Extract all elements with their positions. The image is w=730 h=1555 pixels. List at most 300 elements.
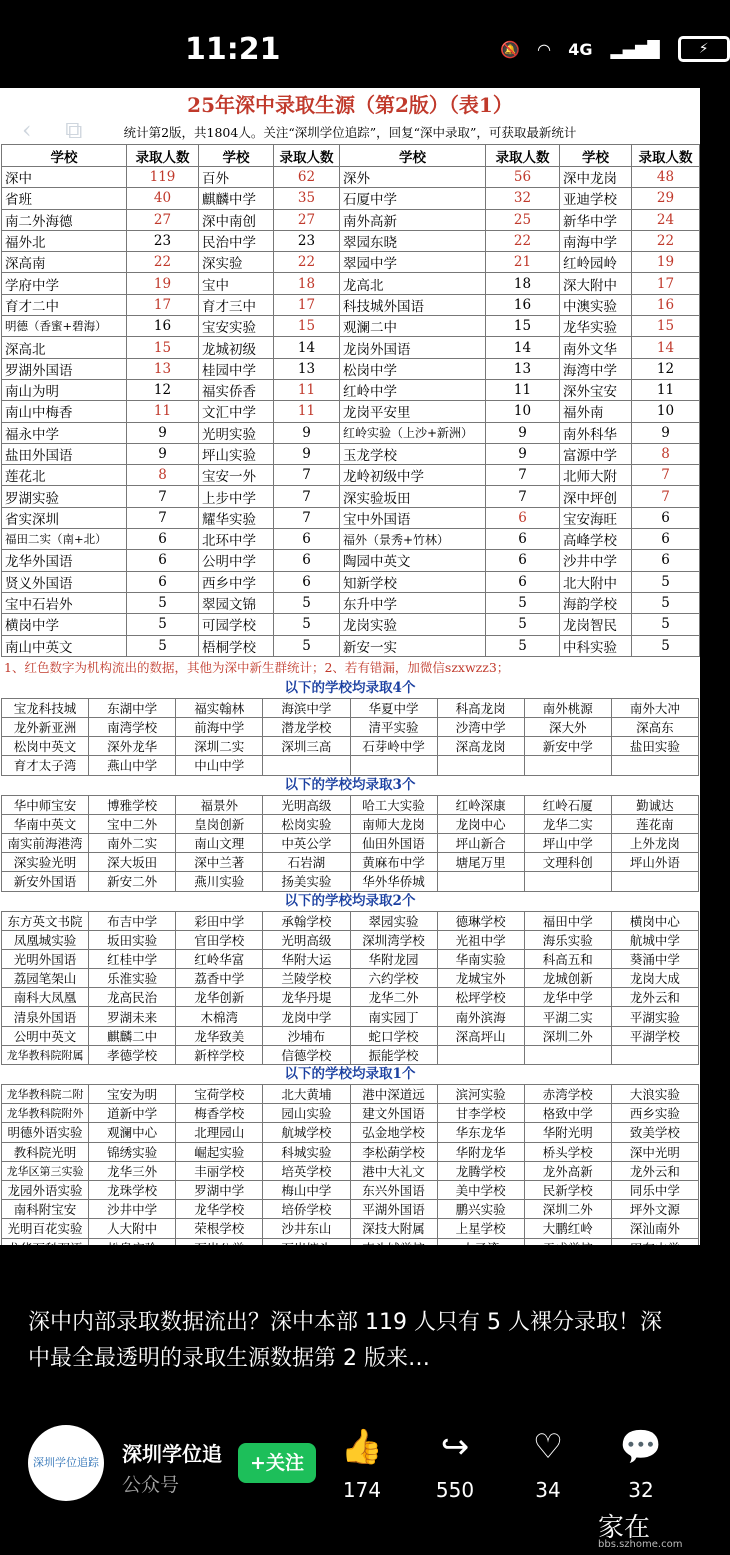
school-cell: 南山文理 bbox=[176, 833, 263, 852]
school-cell: 龙华二外 bbox=[350, 988, 437, 1007]
column-header: 学校 bbox=[340, 145, 486, 167]
school-name: 北师大附 bbox=[560, 465, 632, 486]
school-cell: 松岗实验 bbox=[263, 814, 350, 833]
school-grid bbox=[1, 911, 699, 1066]
school-cell: 福景外 bbox=[176, 795, 263, 814]
school-cell: 海滨中学 bbox=[263, 698, 350, 717]
school-cell: 南科附宝安 bbox=[2, 1200, 89, 1219]
admit-count: 17 bbox=[127, 294, 199, 315]
table-row bbox=[2, 592, 700, 613]
school-cell: 光祖中学 bbox=[437, 930, 524, 949]
school-cell: 彩田中学 bbox=[176, 911, 263, 930]
table-row bbox=[2, 337, 700, 358]
school-cell: 蛇口学校 bbox=[350, 1026, 437, 1045]
grid-row bbox=[2, 969, 699, 988]
share-count: 550 bbox=[435, 1478, 475, 1502]
doc-title: 25年深中录取生源（第2版）（表1） bbox=[187, 93, 513, 117]
school-cell: 莲花南 bbox=[611, 814, 698, 833]
school-name: 陶园中英文 bbox=[340, 550, 486, 571]
school-cell: 新梓学校 bbox=[176, 1045, 263, 1064]
admit-count: 5 bbox=[127, 592, 199, 613]
column-header: 录取人数 bbox=[632, 145, 700, 167]
school-cell: 龙华学校 bbox=[176, 1200, 263, 1219]
school-cell: 宝荷学校 bbox=[176, 1085, 263, 1104]
school-name: 南山为明 bbox=[2, 379, 127, 400]
avatar[interactable]: 深圳学位追踪 bbox=[28, 1425, 104, 1501]
school-cell: 盐田实验 bbox=[611, 737, 698, 756]
school-cell: 建文外国语 bbox=[350, 1104, 437, 1123]
admit-count: 5 bbox=[632, 614, 700, 635]
school-name: 福外（景秀+竹林） bbox=[340, 529, 486, 550]
school-cell: 滨河实验 bbox=[437, 1085, 524, 1104]
school-cell: 光明高级 bbox=[263, 930, 350, 949]
school-cell: 龙岗大成 bbox=[611, 969, 698, 988]
school-cell: 坪山新合 bbox=[437, 833, 524, 852]
table-row bbox=[2, 167, 700, 188]
crop-icon[interactable]: ⧉ bbox=[65, 116, 83, 144]
admit-count: 9 bbox=[486, 422, 560, 443]
admit-count: 18 bbox=[486, 273, 560, 294]
school-cell: 平湖外国语 bbox=[350, 1200, 437, 1219]
admit-count: 7 bbox=[632, 465, 700, 486]
admit-count: 23 bbox=[127, 230, 199, 251]
table-row bbox=[2, 635, 700, 656]
school-grid bbox=[1, 698, 699, 776]
school-cell: 李松蓢学校 bbox=[350, 1142, 437, 1161]
school-name: 麒麟中学 bbox=[199, 188, 274, 209]
table-row bbox=[2, 188, 700, 209]
school-cell: 兰陵学校 bbox=[263, 969, 350, 988]
clock: 11:21 bbox=[185, 32, 281, 67]
school-name: 育才二中 bbox=[2, 294, 127, 315]
table-row bbox=[2, 358, 700, 379]
admit-count: 6 bbox=[486, 529, 560, 550]
grid-row bbox=[2, 911, 699, 930]
school-name: 福田二实（南+北） bbox=[2, 529, 127, 550]
admit-count: 12 bbox=[632, 358, 700, 379]
like-count: 174 bbox=[342, 1478, 382, 1502]
school-cell: 深技大附属 bbox=[350, 1219, 437, 1238]
school-cell: 格致中学 bbox=[524, 1104, 611, 1123]
school-cell: 龙城宝外 bbox=[437, 969, 524, 988]
admit-count: 5 bbox=[274, 635, 340, 656]
admit-count: 29 bbox=[632, 188, 700, 209]
school-cell: 龙外新亚洲 bbox=[2, 718, 89, 737]
school-name: 育才三中 bbox=[199, 294, 274, 315]
table-row bbox=[2, 422, 700, 443]
admit-count: 11 bbox=[632, 379, 700, 400]
school-cell: 福实翰林 bbox=[176, 698, 263, 717]
school-name: 新华中学 bbox=[560, 209, 632, 230]
school-cell: 东方英文书院 bbox=[2, 911, 89, 930]
school-cell: 孝德学校 bbox=[89, 1045, 176, 1064]
admit-count: 13 bbox=[274, 358, 340, 379]
school-cell: 深汕南外 bbox=[611, 1219, 698, 1238]
school-cell: 深圳湾学校 bbox=[350, 930, 437, 949]
school-cell: 承翰学校 bbox=[263, 911, 350, 930]
table-row bbox=[2, 230, 700, 251]
school-cell: 南外大冲 bbox=[611, 698, 698, 717]
admit-count: 13 bbox=[486, 358, 560, 379]
admit-count: 6 bbox=[486, 550, 560, 571]
admit-count: 6 bbox=[632, 507, 700, 528]
school-cell: 大浪实验 bbox=[611, 1085, 698, 1104]
school-cell: 龙华教科院附属 bbox=[2, 1045, 89, 1064]
school-cell: 东湖中学 bbox=[89, 698, 176, 717]
admit-count: 27 bbox=[274, 209, 340, 230]
admit-count: 5 bbox=[632, 571, 700, 592]
school-cell: 南师大龙岗 bbox=[350, 814, 437, 833]
admit-count: 22 bbox=[274, 252, 340, 273]
article-caption[interactable]: 深中内部录取数据流出？深中本部 119 人只有 5 人裸分录取！深中最全最透明的录取生源数据第 2 版来… bbox=[28, 1310, 662, 1371]
battery-icon: ⚡ bbox=[678, 36, 730, 62]
favorite-button[interactable] bbox=[513, 1425, 583, 1503]
grid-row bbox=[2, 1142, 699, 1161]
school-cell: 龙外云和 bbox=[611, 988, 698, 1007]
admit-count: 6 bbox=[127, 550, 199, 571]
school-name: 深大附中 bbox=[560, 273, 632, 294]
school-cell: 六约学校 bbox=[350, 969, 437, 988]
admit-count: 6 bbox=[486, 571, 560, 592]
school-cell: 罗湖未来 bbox=[89, 1007, 176, 1026]
column-header: 录取人数 bbox=[486, 145, 560, 167]
school-cell: 南外滨海 bbox=[437, 1007, 524, 1026]
grid-row bbox=[2, 1085, 699, 1104]
admit-count: 16 bbox=[127, 316, 199, 337]
grid-row bbox=[2, 1026, 699, 1045]
admit-count: 15 bbox=[274, 316, 340, 337]
admit-count: 40 bbox=[127, 188, 199, 209]
school-cell: 南外二实 bbox=[89, 833, 176, 852]
mute-icon: 🔕 bbox=[500, 39, 520, 59]
follow-button[interactable]: +关注 bbox=[238, 1443, 316, 1483]
school-cell: 同乐中学 bbox=[611, 1180, 698, 1199]
grid-row bbox=[2, 1104, 699, 1123]
school-name: 福外北 bbox=[2, 230, 127, 251]
school-name: 深中坪创 bbox=[560, 486, 632, 507]
admit-count: 6 bbox=[127, 529, 199, 550]
admit-count: 11 bbox=[274, 379, 340, 400]
school-name: 龙华实验 bbox=[560, 316, 632, 337]
table-row bbox=[2, 486, 700, 507]
school-name: 福外南 bbox=[560, 401, 632, 422]
admit-count: 16 bbox=[632, 294, 700, 315]
school-name: 知新学校 bbox=[340, 571, 486, 592]
school-cell: 港中深道远 bbox=[350, 1085, 437, 1104]
school-name: 东升中学 bbox=[340, 592, 486, 613]
table-header-row bbox=[2, 145, 700, 167]
school-cell: 深圳二实 bbox=[176, 737, 263, 756]
grid-row bbox=[2, 795, 699, 814]
admit-count: 15 bbox=[127, 337, 199, 358]
school-cell: 扬美实验 bbox=[263, 872, 350, 891]
school-cell: 仙田外国语 bbox=[350, 833, 437, 852]
article-image[interactable] bbox=[0, 88, 700, 1245]
admit-count: 9 bbox=[127, 422, 199, 443]
admit-count: 7 bbox=[486, 465, 560, 486]
admit-count: 6 bbox=[486, 507, 560, 528]
school-cell: 华中师宝安 bbox=[2, 795, 89, 814]
school-name: 宝中石岩外 bbox=[2, 592, 127, 613]
school-name: 红岭园岭 bbox=[560, 252, 632, 273]
school-cell: 沙埔布 bbox=[263, 1026, 350, 1045]
school-cell: 龙岗中心 bbox=[437, 814, 524, 833]
school-cell: 前海中学 bbox=[176, 718, 263, 737]
school-cell: 育才太子湾 bbox=[2, 756, 89, 775]
section-title: 以下的学校均录取4个 bbox=[284, 679, 416, 696]
school-cell: 哈工大实验 bbox=[350, 795, 437, 814]
school-cell: 华南实验 bbox=[437, 949, 524, 968]
table-row bbox=[2, 614, 700, 635]
school-cell: 布吉中学 bbox=[89, 911, 176, 930]
school-name: 南外科华 bbox=[560, 422, 632, 443]
share-button[interactable] bbox=[420, 1425, 490, 1503]
school-name: 宝中 bbox=[199, 273, 274, 294]
table-row bbox=[2, 401, 700, 422]
admit-count: 18 bbox=[274, 273, 340, 294]
account-name[interactable]: 深圳学位追 bbox=[122, 1442, 222, 1466]
grid-row bbox=[2, 1161, 699, 1180]
school-cell: 深圳二外 bbox=[524, 1200, 611, 1219]
grid-row bbox=[2, 737, 699, 756]
school-cell: 桥头学校 bbox=[524, 1142, 611, 1161]
admit-count: 19 bbox=[632, 252, 700, 273]
admit-count: 23 bbox=[274, 230, 340, 251]
article-footer bbox=[0, 1245, 700, 1555]
school-name: 省班 bbox=[2, 188, 127, 209]
school-cell: 新安二外 bbox=[89, 872, 176, 891]
grid-row bbox=[2, 718, 699, 737]
school-name: 宝安实验 bbox=[199, 316, 274, 337]
table-row bbox=[2, 273, 700, 294]
school-name: 翠园东晓 bbox=[340, 230, 486, 251]
grid-row bbox=[2, 930, 699, 949]
school-cell: 华附龙华 bbox=[437, 1142, 524, 1161]
school-cell: 潜龙学校 bbox=[263, 718, 350, 737]
admit-count: 5 bbox=[486, 635, 560, 656]
school-cell: 宝安为明 bbox=[89, 1085, 176, 1104]
school-cell: 横岗中心 bbox=[611, 911, 698, 930]
school-cell: 坂田实验 bbox=[89, 930, 176, 949]
school-cell: 龙华丹堤 bbox=[263, 988, 350, 1007]
school-cell: 大鹏红岭 bbox=[524, 1219, 611, 1238]
school-name: 龙高北 bbox=[340, 273, 486, 294]
admit-count: 11 bbox=[486, 379, 560, 400]
school-name: 文汇中学 bbox=[199, 401, 274, 422]
school-cell: 荔香中学 bbox=[176, 969, 263, 988]
admit-count: 6 bbox=[127, 571, 199, 592]
viewer-icons bbox=[22, 116, 82, 144]
school-cell bbox=[524, 872, 611, 891]
admit-count: 7 bbox=[274, 486, 340, 507]
school-cell: 龙珠学校 bbox=[89, 1180, 176, 1199]
school-cell: 平湖学校 bbox=[611, 1026, 698, 1045]
school-cell bbox=[611, 872, 698, 891]
admit-count: 9 bbox=[274, 422, 340, 443]
cell-signal-icon: ▂▄▆█ bbox=[610, 39, 660, 59]
school-name: 龙岗实验 bbox=[340, 614, 486, 635]
school-cell bbox=[350, 756, 437, 775]
school-cell: 龙园外语实验 bbox=[2, 1180, 89, 1199]
school-cell: 木棉湾 bbox=[176, 1007, 263, 1026]
admit-count: 5 bbox=[127, 614, 199, 635]
share-icon: ↪ bbox=[440, 1427, 470, 1467]
school-name: 深中南创 bbox=[199, 209, 274, 230]
admit-count: 48 bbox=[632, 167, 700, 188]
school-cell: 荔园笔架山 bbox=[2, 969, 89, 988]
admit-count: 15 bbox=[632, 316, 700, 337]
admit-count: 7 bbox=[274, 507, 340, 528]
school-name: 龙岗智民 bbox=[560, 614, 632, 635]
school-cell: 华外华侨城 bbox=[350, 872, 437, 891]
school-cell: 官田学校 bbox=[176, 930, 263, 949]
admit-count: 17 bbox=[632, 273, 700, 294]
school-name: 宝中外国语 bbox=[340, 507, 486, 528]
admit-count: 14 bbox=[632, 337, 700, 358]
school-cell: 沙井中学 bbox=[89, 1200, 176, 1219]
school-cell: 锦绣实验 bbox=[89, 1142, 176, 1161]
school-name: 公明中学 bbox=[199, 550, 274, 571]
school-name: 南山中梅香 bbox=[2, 401, 127, 422]
school-cell: 深高东 bbox=[611, 718, 698, 737]
comment-button[interactable] bbox=[606, 1425, 676, 1503]
like-button[interactable] bbox=[327, 1425, 397, 1503]
school-name: 梧桐学校 bbox=[199, 635, 274, 656]
admit-count: 6 bbox=[274, 550, 340, 571]
admit-count: 21 bbox=[486, 252, 560, 273]
school-name: 亚迪学校 bbox=[560, 188, 632, 209]
admit-count: 56 bbox=[486, 167, 560, 188]
school-name: 南山中英文 bbox=[2, 635, 127, 656]
school-cell: 梅山中学 bbox=[263, 1180, 350, 1199]
school-name: 明德（香蜜+碧海） bbox=[2, 316, 127, 337]
admit-count: 16 bbox=[486, 294, 560, 315]
section-title: 以下的学校均录取2个 bbox=[284, 892, 416, 909]
status-icons bbox=[500, 36, 730, 62]
school-cell: 宝龙科技城 bbox=[2, 698, 89, 717]
school-name: 福实侨香 bbox=[199, 379, 274, 400]
school-cell: 民新学校 bbox=[524, 1180, 611, 1199]
grid-row bbox=[2, 1200, 699, 1219]
admit-count: 35 bbox=[274, 188, 340, 209]
comment-count: 32 bbox=[628, 1478, 654, 1502]
school-cell: 深大外 bbox=[524, 718, 611, 737]
school-cell: 皇岗创新 bbox=[176, 814, 263, 833]
school-name: 深实验 bbox=[199, 252, 274, 273]
school-name: 翠园中学 bbox=[340, 252, 486, 273]
account-type: 公众号 bbox=[122, 1474, 180, 1496]
column-header: 录取人数 bbox=[127, 145, 199, 167]
admission-table bbox=[1, 144, 700, 657]
admit-count: 22 bbox=[127, 252, 199, 273]
school-cell: 观澜中心 bbox=[89, 1123, 176, 1142]
school-cell: 华附大运 bbox=[263, 949, 350, 968]
school-cell: 科高龙岗 bbox=[437, 698, 524, 717]
school-cell: 龙腾学校 bbox=[437, 1161, 524, 1180]
school-name: 红岭中学 bbox=[340, 379, 486, 400]
admit-count: 22 bbox=[632, 230, 700, 251]
admit-count: 9 bbox=[127, 443, 199, 464]
admit-count: 9 bbox=[274, 443, 340, 464]
school-name: 高峰学校 bbox=[560, 529, 632, 550]
admit-count: 5 bbox=[127, 635, 199, 656]
school-name: 宝安海旺 bbox=[560, 507, 632, 528]
school-name: 深中龙岗 bbox=[560, 167, 632, 188]
admit-count: 15 bbox=[486, 316, 560, 337]
school-name: 深高北 bbox=[2, 337, 127, 358]
thumbs-up-icon: 👍 bbox=[340, 1427, 384, 1467]
grid-row bbox=[2, 698, 699, 717]
school-name: 松岗中学 bbox=[340, 358, 486, 379]
school-cell: 人大附中 bbox=[89, 1219, 176, 1238]
school-name: 西乡中学 bbox=[199, 571, 274, 592]
school-cell bbox=[437, 1045, 524, 1064]
school-cell: 弘金地学校 bbox=[350, 1123, 437, 1142]
school-cell bbox=[263, 756, 350, 775]
school-name: 海韵学校 bbox=[560, 592, 632, 613]
school-cell: 龙华二实 bbox=[524, 814, 611, 833]
admit-count: 7 bbox=[632, 486, 700, 507]
admit-count: 14 bbox=[274, 337, 340, 358]
table-row bbox=[2, 529, 700, 550]
admit-count: 62 bbox=[274, 167, 340, 188]
school-cell: 龙华中学 bbox=[524, 988, 611, 1007]
column-header: 学校 bbox=[2, 145, 127, 167]
school-cell: 福田中学 bbox=[524, 911, 611, 930]
school-cell: 龙华区第三实验 bbox=[2, 1161, 89, 1180]
school-cell: 宝中二外 bbox=[89, 814, 176, 833]
school-name: 南二外海德 bbox=[2, 209, 127, 230]
admit-count: 17 bbox=[274, 294, 340, 315]
school-cell: 上外龙岗 bbox=[611, 833, 698, 852]
admit-count: 7 bbox=[274, 465, 340, 486]
column-header: 学校 bbox=[560, 145, 632, 167]
school-cell: 振能学校 bbox=[350, 1045, 437, 1064]
school-name: 科技城外国语 bbox=[340, 294, 486, 315]
school-cell: 文理科创 bbox=[524, 853, 611, 872]
admit-count: 5 bbox=[274, 614, 340, 635]
school-cell: 龙华致美 bbox=[176, 1026, 263, 1045]
admit-count: 10 bbox=[632, 401, 700, 422]
school-cell: 燕山中学 bbox=[89, 756, 176, 775]
table-row bbox=[2, 507, 700, 528]
school-cell: 南湾学校 bbox=[89, 718, 176, 737]
school-cell: 赤湾学校 bbox=[524, 1085, 611, 1104]
school-name: 光明实验 bbox=[199, 422, 274, 443]
school-name: 耀华实验 bbox=[199, 507, 274, 528]
school-cell: 东兴外国语 bbox=[350, 1180, 437, 1199]
school-cell: 航城学校 bbox=[263, 1123, 350, 1142]
school-cell: 华东龙华 bbox=[437, 1123, 524, 1142]
school-cell bbox=[524, 1045, 611, 1064]
school-cell bbox=[611, 1045, 698, 1064]
admit-count: 8 bbox=[127, 465, 199, 486]
school-name: 百外 bbox=[199, 167, 274, 188]
school-cell: 博雅学校 bbox=[89, 795, 176, 814]
heart-icon: ♡ bbox=[532, 1427, 564, 1467]
school-cell: 红岭深康 bbox=[437, 795, 524, 814]
admit-count: 10 bbox=[486, 401, 560, 422]
school-cell: 龙华教科院二附 bbox=[2, 1085, 89, 1104]
school-cell: 南科大凤凰 bbox=[2, 988, 89, 1007]
school-cell bbox=[524, 756, 611, 775]
school-cell: 华附光明 bbox=[524, 1123, 611, 1142]
school-name: 南外文华 bbox=[560, 337, 632, 358]
school-cell: 清平实验 bbox=[350, 718, 437, 737]
table-row bbox=[2, 379, 700, 400]
admit-count: 5 bbox=[486, 614, 560, 635]
back-icon[interactable]: ‹ bbox=[22, 116, 32, 144]
